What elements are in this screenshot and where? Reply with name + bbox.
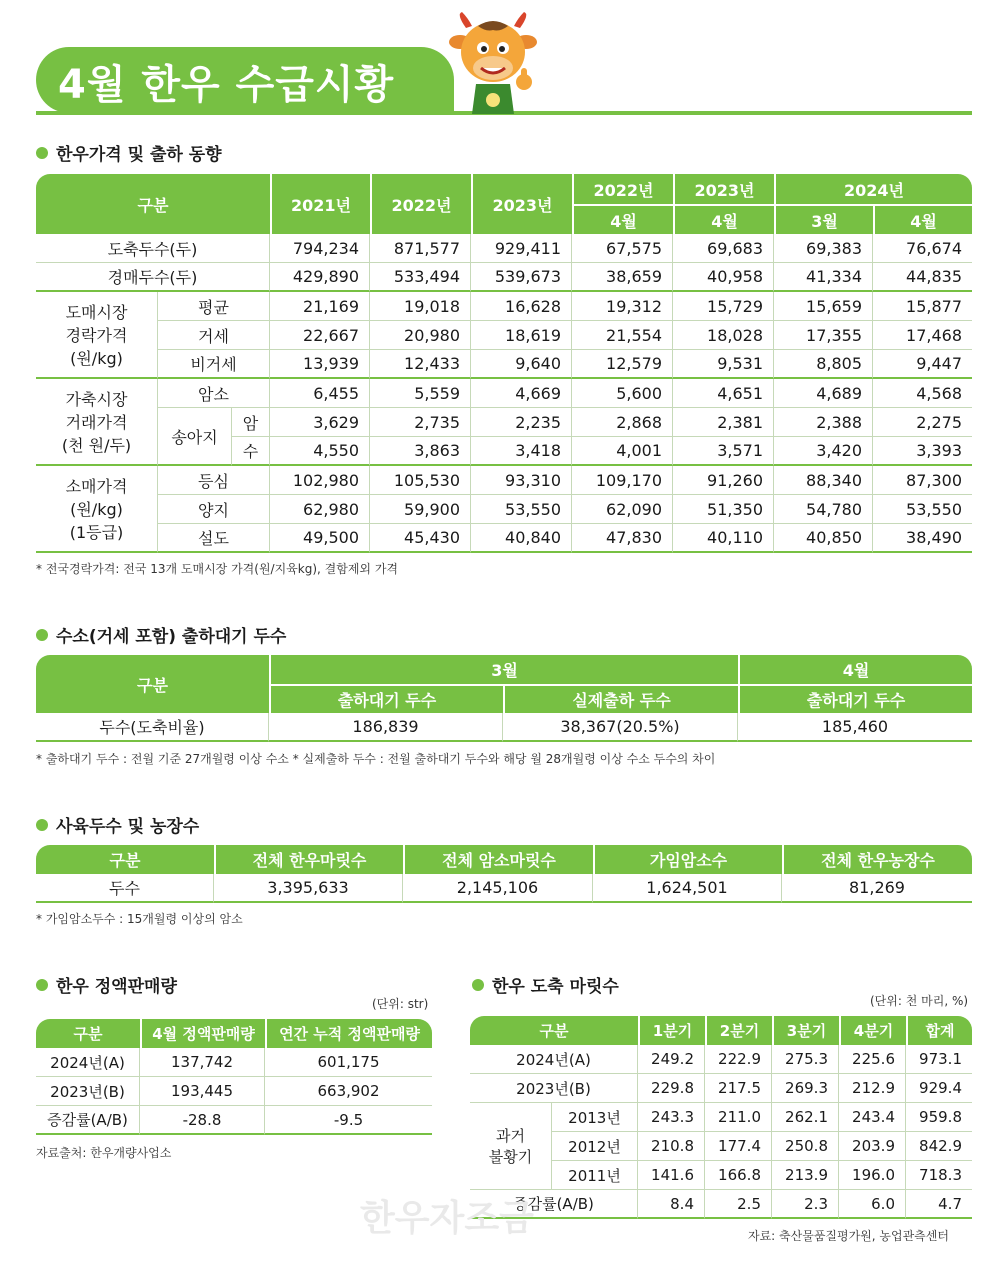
table-cell: 177.4 xyxy=(705,1132,772,1161)
table-cell: 222.9 xyxy=(705,1045,772,1074)
table-cell: 38,490 xyxy=(873,524,972,553)
table-cell: 62,980 xyxy=(270,495,370,524)
table-cell: 243.3 xyxy=(638,1103,705,1132)
waiting-table xyxy=(36,655,972,742)
herd-table xyxy=(36,845,972,903)
section-heading-slaughter xyxy=(472,972,619,997)
table-cell: 141.6 xyxy=(638,1161,705,1190)
row-label: 비거세 xyxy=(158,350,270,379)
row-label: 양지 xyxy=(158,495,270,524)
table-cell: 76,674 xyxy=(873,234,972,263)
table-cell: 269.3 xyxy=(772,1074,839,1103)
hdr-total-hanwoo: 전체 한우마릿수 xyxy=(214,845,403,874)
table-cell: 51,350 xyxy=(673,495,774,524)
section-heading-waiting xyxy=(36,622,286,647)
table-cell: 2.3 xyxy=(772,1190,839,1219)
table-cell: 105,530 xyxy=(370,466,471,495)
table-cell: 871,577 xyxy=(370,234,471,263)
hdr-gubun: 구분 xyxy=(36,174,270,234)
table-cell: 3,863 xyxy=(370,437,471,466)
table-cell: 3,420 xyxy=(774,437,873,466)
row-2023 xyxy=(470,1074,972,1103)
row-retail-round xyxy=(36,524,972,553)
row-market-cow xyxy=(36,379,972,408)
table-cell: 213.9 xyxy=(772,1161,839,1190)
table-cell: 929.4 xyxy=(906,1074,972,1103)
cell-total-cow: 2,145,106 xyxy=(403,874,593,903)
hdr-waiting-apr: 출하대기 두수 xyxy=(738,684,972,713)
table-cell: 17,468 xyxy=(873,321,972,350)
table-cell: 166.8 xyxy=(705,1161,772,1190)
table-cell: 2.5 xyxy=(705,1190,772,1219)
table-cell: 229.8 xyxy=(638,1074,705,1103)
table-cell: 18,028 xyxy=(673,321,774,350)
hdr-gubun: 구분 xyxy=(36,845,214,874)
table-cell: 718.3 xyxy=(906,1161,972,1190)
table-cell: 6,455 xyxy=(270,379,370,408)
row-label: 등심 xyxy=(158,466,270,495)
row-wholesale-avg xyxy=(36,292,972,321)
table-cell: 12,433 xyxy=(370,350,471,379)
table-cell: 13,939 xyxy=(270,350,370,379)
row-label: 2024년(A) xyxy=(36,1048,140,1077)
table-cell: 16,628 xyxy=(471,292,572,321)
table-cell: 4,689 xyxy=(774,379,873,408)
cell-farms: 81,269 xyxy=(782,874,972,903)
title-pill xyxy=(36,47,454,113)
table-cell: 2,735 xyxy=(370,408,471,437)
hdr-2021: 2021년 xyxy=(270,174,370,234)
row-label: 증감률(A/B) xyxy=(470,1190,638,1219)
semen-unit: (단위: str) xyxy=(372,997,429,1011)
table-cell: 88,340 xyxy=(774,466,873,495)
table-cell: 62,090 xyxy=(572,495,673,524)
row-rate xyxy=(470,1190,972,1219)
hdr-q3: 3분기 xyxy=(772,1016,839,1045)
table-cell: 4,550 xyxy=(270,437,370,466)
table-cell: 69,383 xyxy=(774,234,873,263)
table-cell: 217.5 xyxy=(705,1074,772,1103)
table-cell: 40,850 xyxy=(774,524,873,553)
table-cell: 2,388 xyxy=(774,408,873,437)
row-calf-female xyxy=(36,408,972,437)
hdr-q4: 4분기 xyxy=(839,1016,906,1045)
hdr-actual-mar: 실제출하 두수 xyxy=(503,684,738,713)
row-label: 설도 xyxy=(158,524,270,553)
hdr-farms: 전체 한우농장수 xyxy=(782,845,972,874)
table-cell: 193,445 xyxy=(140,1077,265,1106)
hdr-q2: 2분기 xyxy=(705,1016,772,1045)
table-cell: 959.8 xyxy=(906,1103,972,1132)
table-cell: 533,494 xyxy=(370,263,471,292)
table-cell: 539,673 xyxy=(471,263,572,292)
table-cell: 69,683 xyxy=(673,234,774,263)
section-heading-text: 한우 도축 마릿수 xyxy=(492,977,619,997)
table-cell: 19,018 xyxy=(370,292,471,321)
table-cell: 18,619 xyxy=(471,321,572,350)
row-label: 거세 xyxy=(158,321,270,350)
section-heading-text: 수소(거세 포함) 출하대기 두수 xyxy=(56,627,287,647)
section-heading-text: 한우가격 및 출하 동향 xyxy=(56,145,222,165)
slaughter-table xyxy=(470,1016,972,1219)
slaughter-note: 자료: 축산물품질평가원, 농업관측센터 xyxy=(748,1229,949,1243)
group-wholesale: 도매시장 경락가격 (원/kg) xyxy=(36,292,158,379)
row-retail-sirloin xyxy=(36,466,972,495)
slaughter-unit: (단위: 천 마리, %) xyxy=(870,994,969,1008)
hdr-total-cow: 전체 암소마릿수 xyxy=(403,845,593,874)
table-cell: 54,780 xyxy=(774,495,873,524)
bullet-icon xyxy=(36,629,48,641)
hdr-2022: 2022년 xyxy=(370,174,471,234)
section-heading-herd xyxy=(36,812,199,837)
table-cell: 8,805 xyxy=(774,350,873,379)
row-label: 도축두수(두) xyxy=(36,234,270,263)
semen-table xyxy=(36,1019,432,1135)
bullet-icon xyxy=(36,147,48,159)
bullet-icon xyxy=(36,979,48,991)
cell-fertile-cow: 1,624,501 xyxy=(593,874,782,903)
table-row xyxy=(36,1106,432,1135)
section-heading-price xyxy=(36,140,222,165)
semen-note: 자료출처: 한우개량사업소 xyxy=(36,1146,172,1160)
table-cell: 15,729 xyxy=(673,292,774,321)
row-label: 증감률(A/B) xyxy=(36,1106,140,1135)
section-heading-text: 사육두수 및 농장수 xyxy=(56,817,200,837)
group-past-recession: 과거 불황기 xyxy=(470,1103,552,1190)
row-slaughter-count xyxy=(36,234,972,263)
row-label: 2023년(B) xyxy=(470,1074,638,1103)
table-cell: 2,235 xyxy=(471,408,572,437)
row-label: 2013년 xyxy=(552,1103,638,1132)
table-cell: 91,260 xyxy=(673,466,774,495)
table-cell: 102,980 xyxy=(270,466,370,495)
table-cell: 4.7 xyxy=(906,1190,972,1219)
table-cell: 67,575 xyxy=(572,234,673,263)
table-cell: 15,659 xyxy=(774,292,873,321)
table-cell: 45,430 xyxy=(370,524,471,553)
row-label: 경매두수(두) xyxy=(36,263,270,292)
table-cell: 203.9 xyxy=(839,1132,906,1161)
table-cell: 93,310 xyxy=(471,466,572,495)
row-wholesale-bull xyxy=(36,350,972,379)
price-note: * 전국경락가격: 전국 13개 도매시장 가격(원/지육kg), 결함제외 가격 xyxy=(36,562,399,576)
row-auction-count xyxy=(36,263,972,292)
table-cell: 12,579 xyxy=(572,350,673,379)
table-cell: 3,629 xyxy=(270,408,370,437)
hdr-waiting-mar: 출하대기 두수 xyxy=(269,684,503,713)
table-cell: 44,835 xyxy=(873,263,972,292)
table-cell: 6.0 xyxy=(839,1190,906,1219)
table-cell: 210.8 xyxy=(638,1132,705,1161)
table-cell: -9.5 xyxy=(265,1106,432,1135)
table-cell: 47,830 xyxy=(572,524,673,553)
table-row xyxy=(36,1048,432,1077)
table-cell: 8.4 xyxy=(638,1190,705,1219)
row-label: 2023년(B) xyxy=(36,1077,140,1106)
row-label: 암 xyxy=(232,408,270,437)
row-label: 2012년 xyxy=(552,1132,638,1161)
table-cell: 53,550 xyxy=(873,495,972,524)
table-cell: 4,651 xyxy=(673,379,774,408)
hdr-2024-apr: 4월 xyxy=(873,204,972,234)
table-row xyxy=(36,1077,432,1106)
table-cell: 3,418 xyxy=(471,437,572,466)
table-cell: 4,001 xyxy=(572,437,673,466)
table-cell: 794,234 xyxy=(270,234,370,263)
cell-actual-mar: 38,367(20.5%) xyxy=(503,713,738,742)
table-cell: 275.3 xyxy=(772,1045,839,1074)
hdr-gubun: 구분 xyxy=(36,1019,140,1048)
table-cell: -28.8 xyxy=(140,1106,265,1135)
table-cell: 212.9 xyxy=(839,1074,906,1103)
table-cell: 973.1 xyxy=(906,1045,972,1074)
table-cell: 20,980 xyxy=(370,321,471,350)
price-table xyxy=(36,174,972,553)
table-cell: 262.1 xyxy=(772,1103,839,1132)
table-cell: 4,669 xyxy=(471,379,572,408)
table-cell: 17,355 xyxy=(774,321,873,350)
cell-waiting-mar: 186,839 xyxy=(269,713,503,742)
hdr-2022-apr: 4월 xyxy=(572,204,673,234)
table-cell: 19,312 xyxy=(572,292,673,321)
row-label: 2011년 xyxy=(552,1161,638,1190)
herd-note: * 가임암소두수 : 15개월령 이상의 암소 xyxy=(36,912,243,926)
table-cell: 40,110 xyxy=(673,524,774,553)
cell-total-hanwoo: 3,395,633 xyxy=(214,874,403,903)
hdr-g2023: 2023년 xyxy=(673,174,774,204)
hdr-2023: 2023년 xyxy=(471,174,572,234)
table-cell: 2,868 xyxy=(572,408,673,437)
waiting-note: * 출하대기 두수 : 전월 기준 27개월령 이상 수소 * 실제출하 두수 : 전월 출하대기 두수와 해당 월 28개월령 이상 수소 두수의 차이 xyxy=(36,752,716,766)
table-cell: 137,742 xyxy=(140,1048,265,1077)
table-cell: 5,559 xyxy=(370,379,471,408)
table-cell: 929,411 xyxy=(471,234,572,263)
table-cell: 15,877 xyxy=(873,292,972,321)
table-cell: 9,640 xyxy=(471,350,572,379)
hdr-apr: 4월 xyxy=(738,655,972,684)
table-cell: 59,900 xyxy=(370,495,471,524)
table-cell: 3,571 xyxy=(673,437,774,466)
row-label: 2024년(A) xyxy=(470,1045,638,1074)
cell-waiting-apr: 185,460 xyxy=(738,713,972,742)
table-cell: 5,600 xyxy=(572,379,673,408)
table-cell: 109,170 xyxy=(572,466,673,495)
hdr-g2024: 2024년 xyxy=(774,174,972,204)
table-cell: 211.0 xyxy=(705,1103,772,1132)
page-title: 4월 한우 수급시황 xyxy=(58,62,395,108)
table-cell: 250.8 xyxy=(772,1132,839,1161)
row-wholesale-steer xyxy=(36,321,972,350)
group-retail: 소매가격 (원/kg) (1등급) xyxy=(36,466,158,553)
row-label: 평균 xyxy=(158,292,270,321)
hdr-q1: 1분기 xyxy=(638,1016,705,1045)
table-cell: 196.0 xyxy=(839,1161,906,1190)
table-cell: 21,169 xyxy=(270,292,370,321)
table-cell: 21,554 xyxy=(572,321,673,350)
hdr-gubun: 구분 xyxy=(36,655,269,713)
table-cell: 53,550 xyxy=(471,495,572,524)
table-cell: 22,667 xyxy=(270,321,370,350)
table-cell: 49,500 xyxy=(270,524,370,553)
table-cell: 3,393 xyxy=(873,437,972,466)
table-cell: 38,659 xyxy=(572,263,673,292)
section-heading-text: 한우 정액판매량 xyxy=(56,977,177,997)
hdr-gubun: 구분 xyxy=(470,1016,638,1045)
table-cell: 243.4 xyxy=(839,1103,906,1132)
hdr-annual-sales: 연간 누적 정액판매량 xyxy=(265,1019,432,1048)
hdr-2024-mar: 3월 xyxy=(774,204,873,234)
table-cell: 601,175 xyxy=(265,1048,432,1077)
table-cell: 9,531 xyxy=(673,350,774,379)
table-cell: 87,300 xyxy=(873,466,972,495)
group-calf: 송아지 xyxy=(158,408,232,466)
bullet-icon xyxy=(36,819,48,831)
bullet-icon xyxy=(472,979,484,991)
row-retail-brisket xyxy=(36,495,972,524)
hdr-g2022: 2022년 xyxy=(572,174,673,204)
row-label: 두수(도축비율) xyxy=(36,713,269,742)
table-cell: 663,902 xyxy=(265,1077,432,1106)
hdr-2023-apr: 4월 xyxy=(673,204,774,234)
row-2013 xyxy=(470,1103,972,1132)
group-livestock-market: 가축시장 거래가격 (천 원/두) xyxy=(36,379,158,466)
table-cell: 249.2 xyxy=(638,1045,705,1074)
section-heading-semen xyxy=(36,972,177,997)
hdr-total: 합계 xyxy=(906,1016,972,1045)
table-cell: 842.9 xyxy=(906,1132,972,1161)
table-cell: 2,381 xyxy=(673,408,774,437)
cow-mascot-icon xyxy=(448,12,538,114)
row-label: 수 xyxy=(232,437,270,466)
table-cell: 429,890 xyxy=(270,263,370,292)
table-cell: 4,568 xyxy=(873,379,972,408)
table-cell: 9,447 xyxy=(873,350,972,379)
table-cell: 2,275 xyxy=(873,408,972,437)
table-cell: 40,958 xyxy=(673,263,774,292)
hdr-apr-sales: 4월 정액판매량 xyxy=(140,1019,265,1048)
row-2024 xyxy=(470,1045,972,1074)
row-label: 암소 xyxy=(158,379,270,408)
table-cell: 40,840 xyxy=(471,524,572,553)
watermark: 한우자조금 xyxy=(360,1198,534,1239)
hdr-fertile-cow: 가임암소수 xyxy=(593,845,782,874)
table-cell: 41,334 xyxy=(774,263,873,292)
row-label: 두수 xyxy=(36,874,214,903)
table-cell: 225.6 xyxy=(839,1045,906,1074)
hdr-mar: 3월 xyxy=(269,655,738,684)
